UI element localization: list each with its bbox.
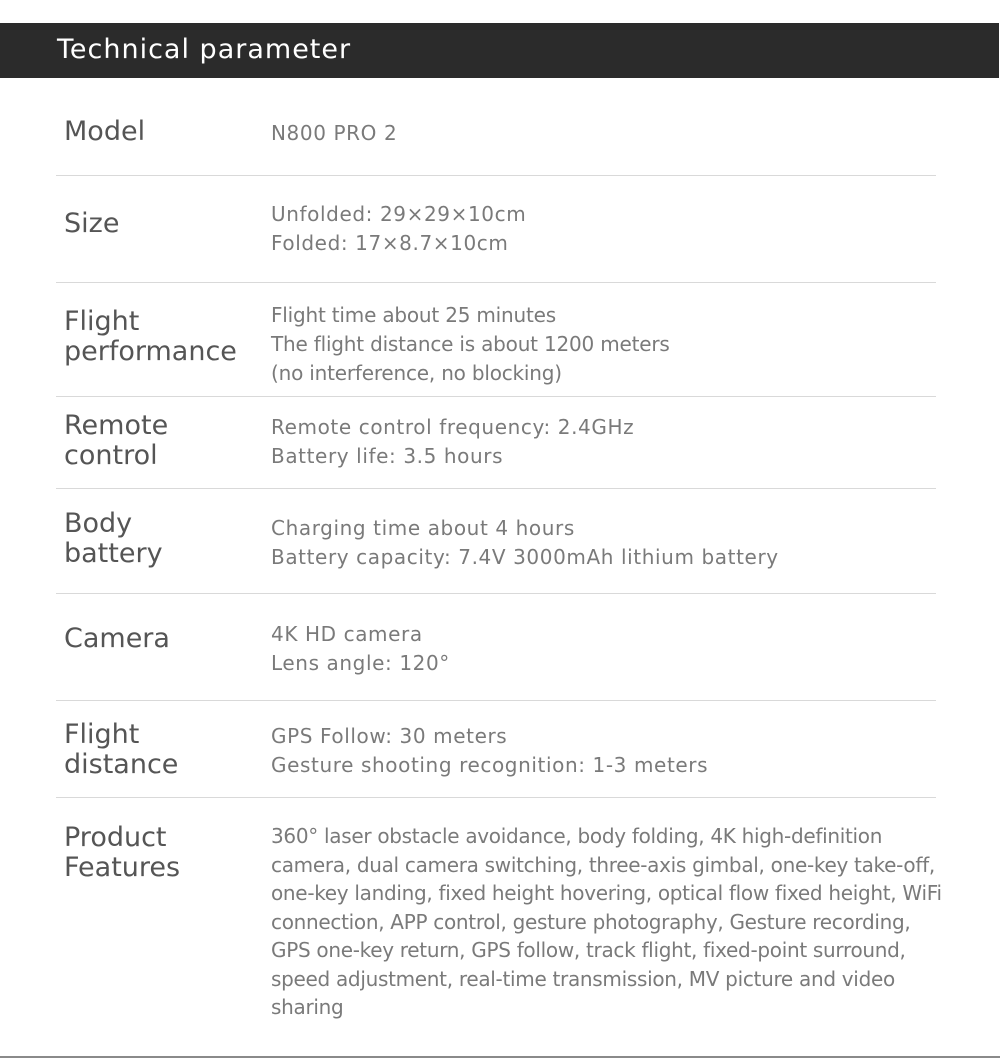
row-divider: [56, 282, 936, 283]
spec-value-body-battery: Charging time about 4 hours Battery capacity: 7.4V 3000mAh lithium battery: [271, 516, 779, 569]
spec-label-flight-distance: Flight distance: [64, 719, 179, 780]
row-divider: [56, 700, 936, 701]
row-divider: [56, 593, 936, 594]
spec-value-remote-control: Remote control frequency: 2.4GHz Battery life: 3.5 hours: [271, 415, 635, 468]
row-divider: [56, 488, 936, 489]
spec-label-body-battery: Body battery: [64, 508, 163, 569]
bottom-divider: [0, 1056, 1000, 1058]
spec-value-product-features: 360° laser obstacle avoidance, body folding, 4K high-definition camera, dual camera switching, three-axis gimbal, one-key take-off, one-key landing, fixed height hovering, optical flow fixed height, WiFi connection, APP control, gesture photography, Gesture recording, GPS one-key return, GPS follow, track flight, fixed-point surround, speed adjustment, real-time transmission, MV picture and video sharing: [271, 824, 942, 1019]
spec-value-camera: 4K HD camera Lens angle: 120°: [271, 622, 450, 675]
spec-value-model: N800 PRO 2: [271, 121, 398, 145]
spec-value-flight-performance: Flight time about 25 minutes The flight distance is about 1200 meters (no interference, no blocking): [271, 303, 670, 385]
spec-label-product-features: Product Features: [64, 822, 181, 883]
page-title: Technical parameter: [57, 34, 352, 65]
spec-label-remote-control: Remote control: [64, 410, 169, 471]
spec-label-model: Model: [64, 116, 146, 147]
spec-value-flight-distance: GPS Follow: 30 meters Gesture shooting recognition: 1-3 meters: [271, 724, 709, 777]
spec-label-size: Size: [64, 208, 120, 239]
row-divider: [56, 797, 936, 798]
row-divider: [56, 175, 936, 176]
spec-label-flight-performance: Flight performance: [64, 306, 237, 367]
row-divider: [56, 396, 936, 397]
spec-value-size: Unfolded: 29×29×10cm Folded: 17×8.7×10cm: [271, 202, 527, 255]
spec-label-camera: Camera: [64, 623, 170, 654]
